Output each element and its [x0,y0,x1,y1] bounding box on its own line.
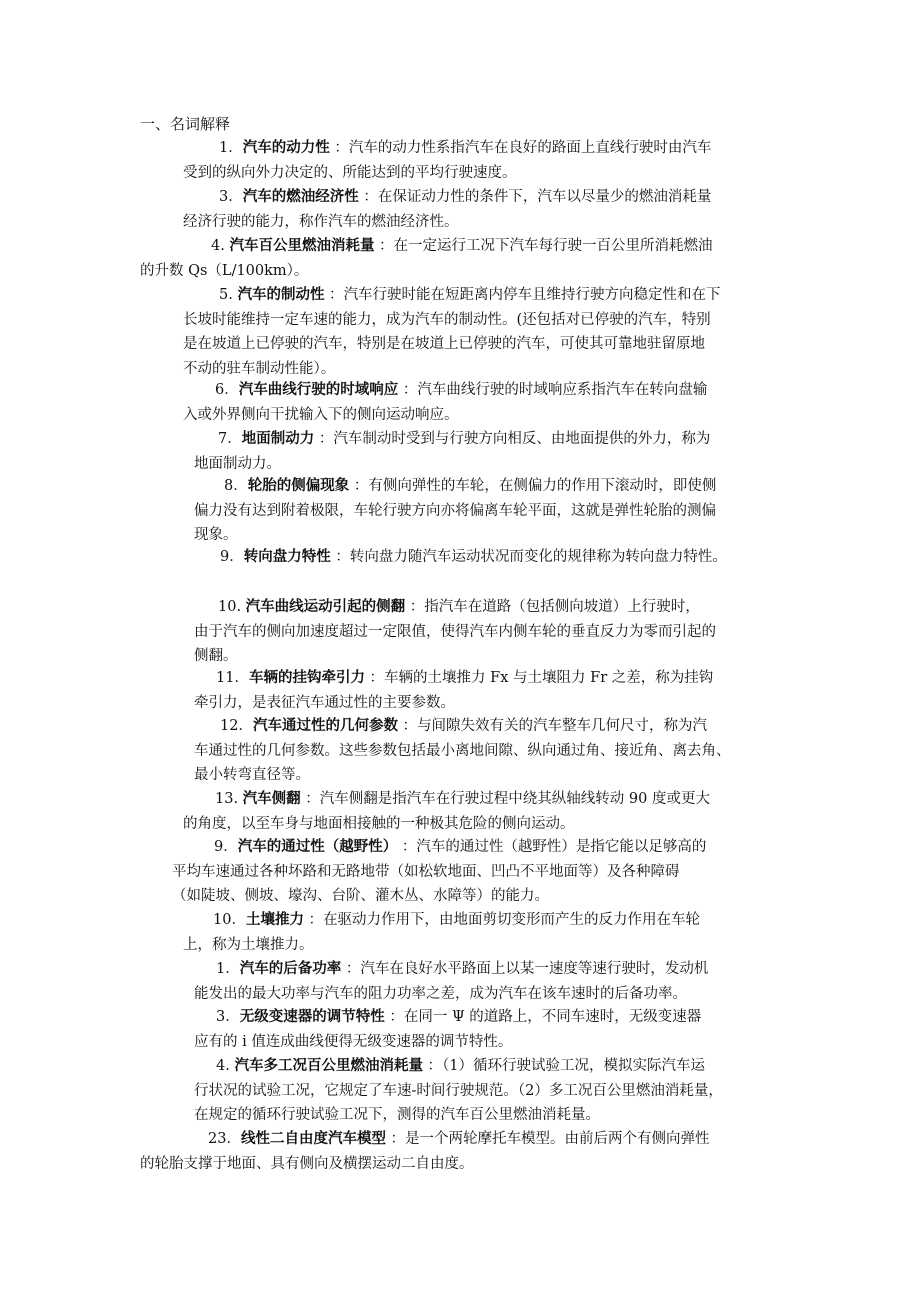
entry-term: 汽车侧翻 [242,790,301,807]
entry-text: 侧翻。 [194,648,238,664]
definition-entry [183,185,711,234]
entry-number: 10． [213,912,246,928]
definition-entry [194,666,713,715]
entry-term: 汽车百公里燃油消耗量 [229,237,375,254]
entry-term: 地面制动力 [241,430,315,447]
entry-separator: ： [397,718,418,734]
entry-number: 12． [220,718,253,734]
entry-number: 9． [220,549,244,565]
entry-separator: ： [405,599,425,615]
definition-entry [194,595,716,669]
entry-separator: ： [303,912,324,928]
entry-number: 9． [214,839,238,855]
entry-text: （如陡坡、侧坡、壕沟、台阶、灌木丛、水障等）的能力。 [172,888,549,904]
entry-text: 应有的 i 值连成曲线便得无级变速器的调节特性。 [194,1033,513,1050]
entry-term: 转向盘力特性 [243,548,331,565]
definition-entry [183,378,707,427]
definition-entry [194,1005,701,1054]
entry-term: 线性二自由度汽车模型 [240,1130,386,1147]
entry-text: 牵引力，是表征汽车通过性的主要参数。 [194,694,455,711]
entry-text: 汽车的动力性系指汽车在良好的路面上直线行驶时由汽车 [348,140,712,156]
definition-entry [194,427,710,476]
entry-separator: ： [358,189,378,205]
entry-number: 3． [216,1009,240,1025]
entry-term: 汽车多工况百公里燃油消耗量 [234,1057,423,1074]
entry-text: 指汽车在道路（包括侧向坡道）上行驶时， [424,599,700,615]
entry-number: 13. [215,791,243,807]
entry-number: 11． [216,670,249,686]
entry-text: 入或外界侧向干扰输入下的侧向运动响应。 [183,406,459,423]
entry-term: 汽车的制动性 [237,286,325,303]
entry-separator: ： [341,961,361,977]
definition-entry [183,136,711,185]
entry-number: 3． [219,189,243,205]
definition-entry [183,787,710,836]
entry-term: 汽车曲线运动引起的侧翻 [245,598,406,615]
entry-number: 23． [208,1131,241,1147]
entry-text: 在驱动力作用下，由地面剪切变形而产生的反力作用在车轮 [323,912,701,928]
entry-text: 汽车曲线行驶的时域响应系指汽车在转向盘输 [417,382,708,398]
entry-text: 汽车制动时受到与行驶方向相反、由地面提供的外力，称为 [333,431,711,447]
definition-entry [194,1054,723,1128]
entry-text: 最小转弯直径等。 [194,767,310,783]
entry-separator: ： [324,287,344,303]
entry-text: 转向盘力随汽车运动状况而变化的规律称为转向盘力特性。 [349,549,727,565]
entry-text: 行状况的试验工况，它规定了车速-时间行驶规范。（2）多工况百公里燃油消耗量， [194,1082,723,1099]
entry-separator: ： [300,791,320,807]
entry-text: 在保证动力性的条件下，汽车以尽量少的燃油消耗量 [377,189,712,205]
entry-text: 车辆的土壤推力 Fx 与土壤阻力 Fr 之差，称为挂钩 [384,670,714,686]
entry-separator: ： [384,1009,404,1025]
entry-text: 汽车行驶时能在短距离内停车且维持行驶方向稳定性和在下 [343,287,721,303]
definition-entry [172,835,706,909]
entry-number: 6． [215,382,239,398]
entry-number: 4. [211,238,230,254]
entry-text: 地面制动力。 [194,455,281,472]
entry-term: 车辆的挂钩牵引力 [248,669,365,686]
entry-text: 不动的驻车制动性能）。 [183,360,336,377]
entry-text: 能发出的最大功率与汽车的阻力功率之差，成为汽车在该车速时的后备功率。 [194,985,687,1002]
section-heading: 一、名词解释 [140,115,231,133]
entry-text: （1）循环行驶试验工况，模拟实际汽车运 [442,1058,706,1074]
entry-term: 汽车的动力性 [242,139,330,156]
entry-text: 上，称为土壤推力。 [183,936,314,953]
entry-term: 无级变速器的调节特性 [239,1008,385,1025]
entry-separator: ： [314,431,334,447]
entry-text: 现象。 [194,527,238,543]
entry-number: 1． [219,140,243,156]
entry-term: 汽车通过性的几何参数 [252,717,398,734]
entry-text: 平均车速通过各种坏路和无路地带（如松软地面、凹凸不平地面等）及各种障碍 [172,863,680,880]
entry-number: 10. [218,599,246,615]
entry-term: 汽车的通过性（越野性） [237,838,398,855]
entry-separator: ： [329,140,349,156]
entry-text: 与间隙失效有关的汽车整车几何尺寸，称为汽 [417,718,708,734]
entry-text: 有侧向弹性的车轮，在侧偏力的作用下滚动时，即使侧 [368,478,717,494]
entry-number: 5. [219,287,238,303]
entry-text: 由于汽车的侧向加速度超过一定限值，使得汽车内侧车轮的垂直反力为零而引起的 [194,623,716,640]
entry-text: 在同一 Ψ 的道路上，不同车速时，无级变速器 [403,1009,702,1025]
entry-text: 受到的纵向外力决定的、所能达到的平均行驶速度。 [183,164,517,181]
definition-entry [183,283,721,381]
entry-number: 1． [216,961,240,977]
entry-number: 7． [218,431,242,447]
definition-entry [194,957,708,1006]
entry-text: 汽车在良好水平路面上以某一速度等速行驶时，发动机 [360,961,709,977]
entry-separator: ： [330,549,350,565]
definition-entry [194,714,731,788]
entry-separator: ： [397,839,417,855]
entry-separator: ： [374,238,394,254]
entry-number: 4. [216,1058,235,1074]
entry-text: 偏力没有达到附着极限，车轮行驶方向亦将偏离车轮平面，这就是弹性轮胎的测偏 [194,502,716,519]
entry-term: 汽车的后备功率 [239,960,342,977]
entry-separator: ： [349,478,369,494]
entry-text: 汽车的通过性（越野性）是指它能以足够高的 [416,839,707,855]
entry-separator: ： [385,1131,406,1147]
definition-entry [140,1127,710,1176]
entry-separator: ： [364,670,385,686]
entry-text: 的升数 Qs（L/100km）。 [140,262,309,279]
entry-separator: ： [398,382,418,398]
definition-entry [194,474,716,548]
entry-separator: ： [422,1058,443,1074]
entry-text: 在规定的循环行驶试验工况下，测得的汽车百公里燃油消耗量。 [194,1107,600,1123]
entry-term: 汽车的燃油经济性 [242,188,359,205]
entry-text: 的轮胎支撑于地面、具有侧向及横摆运动二自由度。 [140,1155,474,1172]
entry-number: 8． [224,478,248,494]
entry-text: 在一定运行工况下汽车每行驶一百公里所消耗燃油 [393,238,713,254]
entry-text: 的角度，以至车身与地面相接触的一种极其危险的侧向运动。 [183,815,575,832]
entry-term: 土壤推力 [245,911,304,928]
definition-entry [140,234,713,283]
entry-text: 汽车侧翻是指汽车在行驶过程中绕其纵轴线转动 90 度或更大 [319,791,710,807]
definition-entry [183,908,700,957]
entry-term: 轮胎的侧偏现象 [247,477,350,494]
entry-term: 汽车曲线行驶的时域响应 [238,381,399,398]
entry-text: 是一个两轮摩托车模型。由前后两个有侧向弹性 [405,1131,710,1147]
entry-text: 车通过性的几何参数。这些参数包括最小离地间隙、纵向通过角、接近角、离去角、 [194,742,731,759]
definition-entry [194,545,727,570]
entry-text: 是在坡道上已停驶的汽车，特别是在坡道上已停驶的汽车，可使其可靠地驻留原地 [183,336,705,352]
entry-text: 经济行驶的能力，称作汽车的燃油经济性。 [183,213,459,230]
entry-text: 长坡时能维持一定车速的能力，成为汽车的制动性。(还包括对已停驶的汽车，特别 [183,311,711,328]
